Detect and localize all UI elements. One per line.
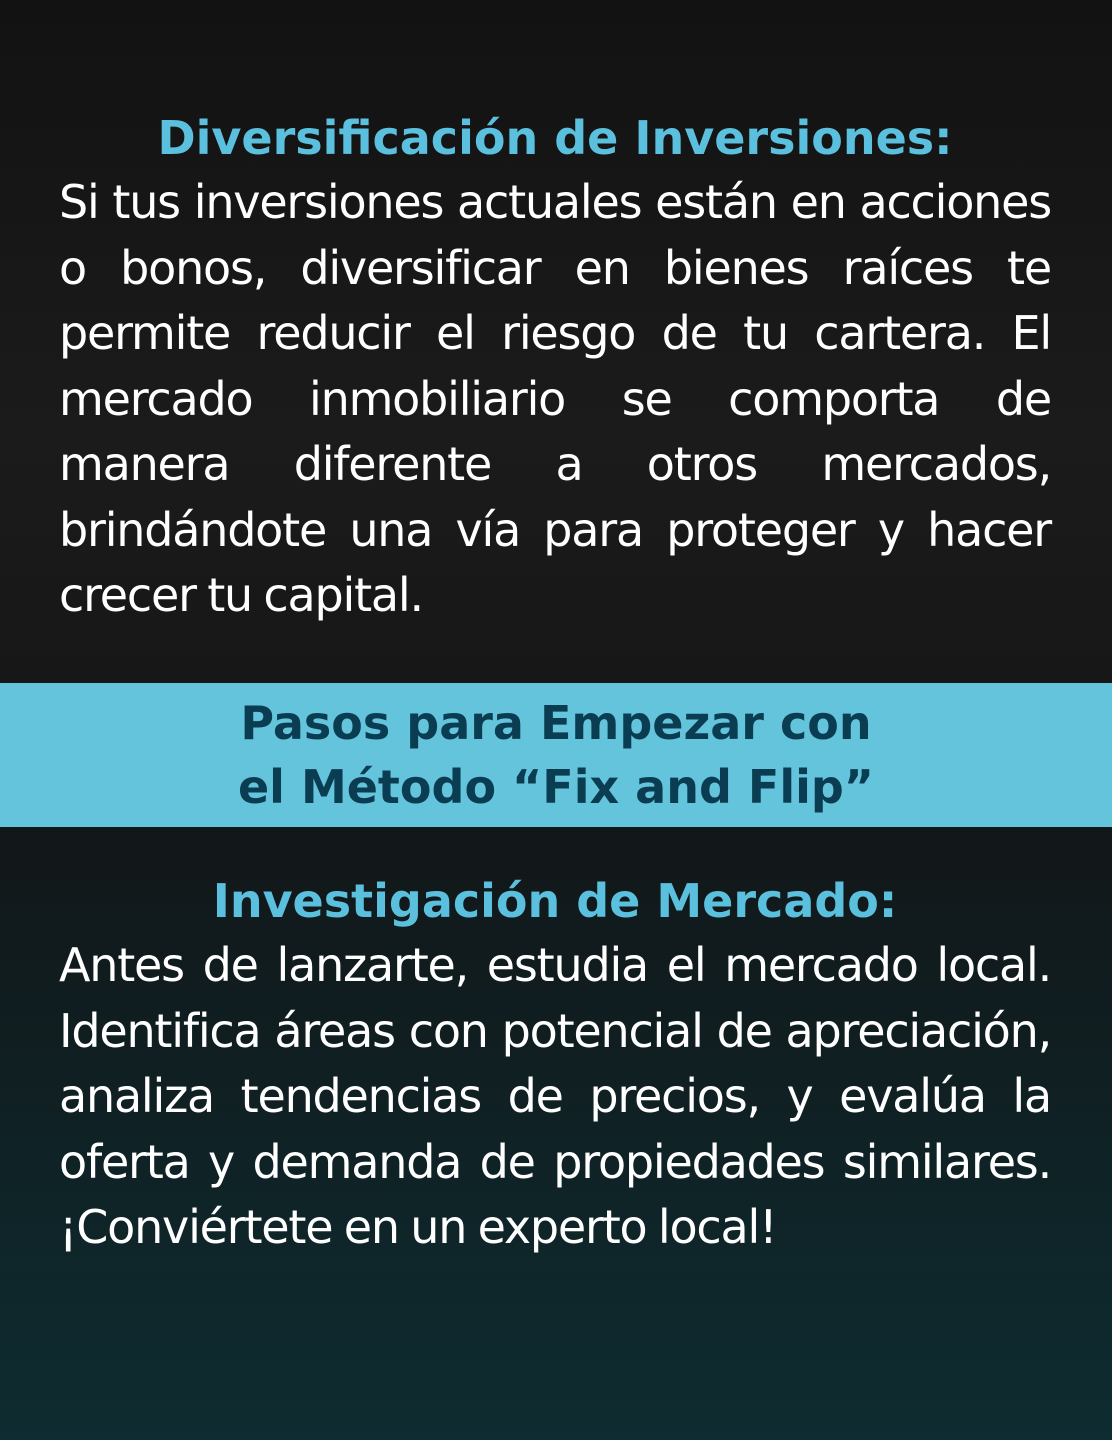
- steps-banner: [0, 683, 1112, 827]
- steps-banner-line-2: el Método “Fix and Flip”: [237, 760, 875, 814]
- steps-banner-title: [238, 691, 874, 819]
- diversification-section: [59, 106, 1051, 629]
- steps-banner-line-1: Pasos para Empezar con: [240, 696, 872, 750]
- market-research-paragraph: Antes de lanzarte, estudia el mercado local. Identifica áreas con potencial de apreciación, analiza tendencias de precios, y evalúa la oferta y demanda de propiedades similares. ¡Conviértete en un experto local!: [59, 938, 1051, 1254]
- diversification-heading: Diversificación de Inversiones:: [157, 111, 953, 165]
- market-research-section: [59, 869, 1051, 1261]
- diversification-paragraph: Si tus inversiones actuales están en acciones o bonos, diversificar en bienes raíces te permite reducir el riesgo de tu cartera. El mercado inmobiliario se comporta de manera diferente a otros mercados, brindándote una vía para proteger y hacer crecer tu capital.: [59, 175, 1051, 622]
- market-research-heading: Investigación de Mercado:: [212, 874, 898, 928]
